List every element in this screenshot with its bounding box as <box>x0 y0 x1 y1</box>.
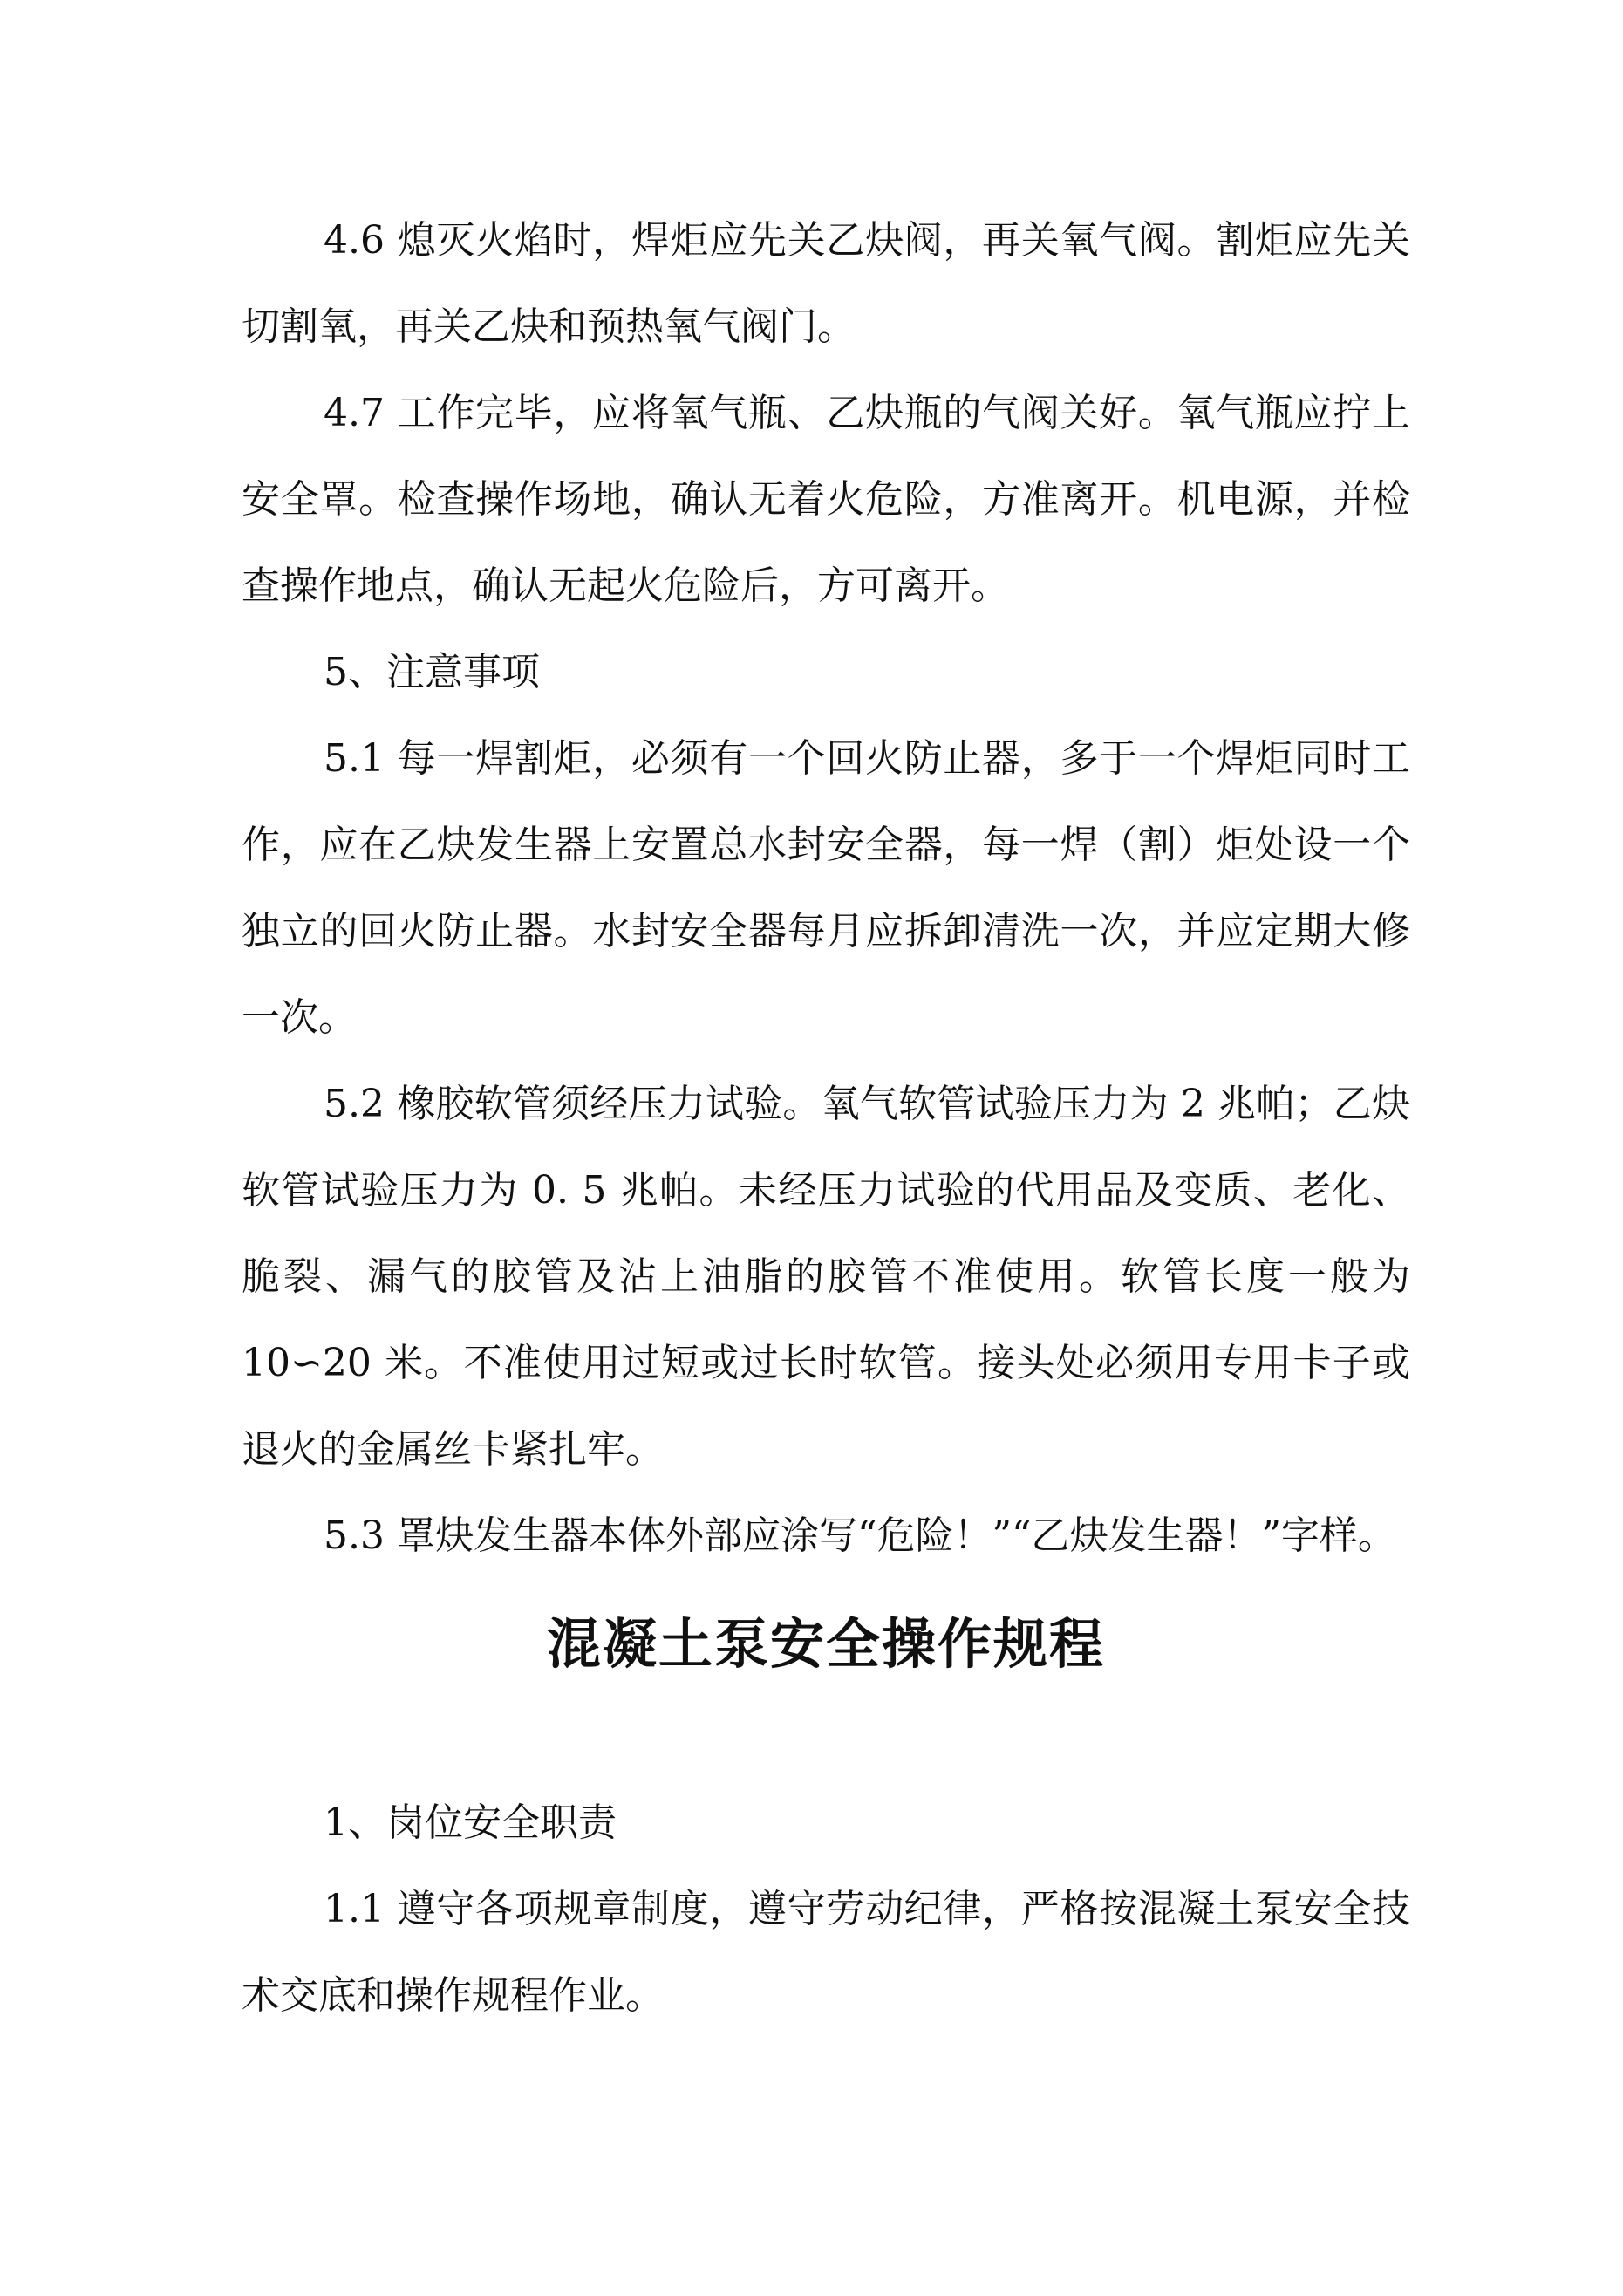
paragraph-4-7: 4.7 工作完毕，应将氧气瓶、乙炔瓶的气阀关好。氧气瓶应拧上安全罩。检查操作场地，确认无着火危险，方准离开。机电源，并检查操作地点，确认无起火危险后，方可离开。 <box>242 391 1410 608</box>
paragraph-5-3: 5.3 罩炔发生器本体外部应涂写“危险！”“乙炔发生器！”字样。 <box>324 1514 1396 1558</box>
section-heading-precautions: 5、注意事项 <box>324 650 540 694</box>
document-body <box>242 197 1410 2039</box>
paragraph-5-2: 5.2 橡胶软管须经压力试验。氧气软管试验压力为 2 兆帕；乙炔软管试验压力为 0. 5 兆帕。未经压力试验的代用品及变质、老化、脆裂、漏气的胶管及沾上油脂的胶管不准使用。软管长度一般为 10∽20 米。不准使用过短或过长时软管。接头处必须用专用卡子或退火的金属丝卡紧扎牢。 <box>242 1082 1410 1472</box>
paragraph-5-1: 5.1 每一焊割炬，必须有一个回火防止器，多于一个焊炬同时工作，应在乙炔发生器上安置总水封安全器，每一焊（割）炬处设一个独立的回火防止器。水封安全器每月应拆卸清洗一次，并应定期大修一次。 <box>242 736 1410 1040</box>
document-title: 混凝土泵安全操作规程 <box>546 1612 1105 1676</box>
paragraph-1-1: 1.1 遵守各项规章制度，遵守劳动纪律，严格按混凝土泵安全技术交底和操作规程作业。 <box>242 1887 1410 2018</box>
paragraph-4-6: 4.6 熄灭火焰时，焊炬应先关乙炔阀，再关氧气阀。割炬应先关切割氧，再关乙炔和预热氧气阀门。 <box>242 218 1410 349</box>
section-heading-post-safety-duties: 1、岗位安全职责 <box>324 1801 617 1845</box>
